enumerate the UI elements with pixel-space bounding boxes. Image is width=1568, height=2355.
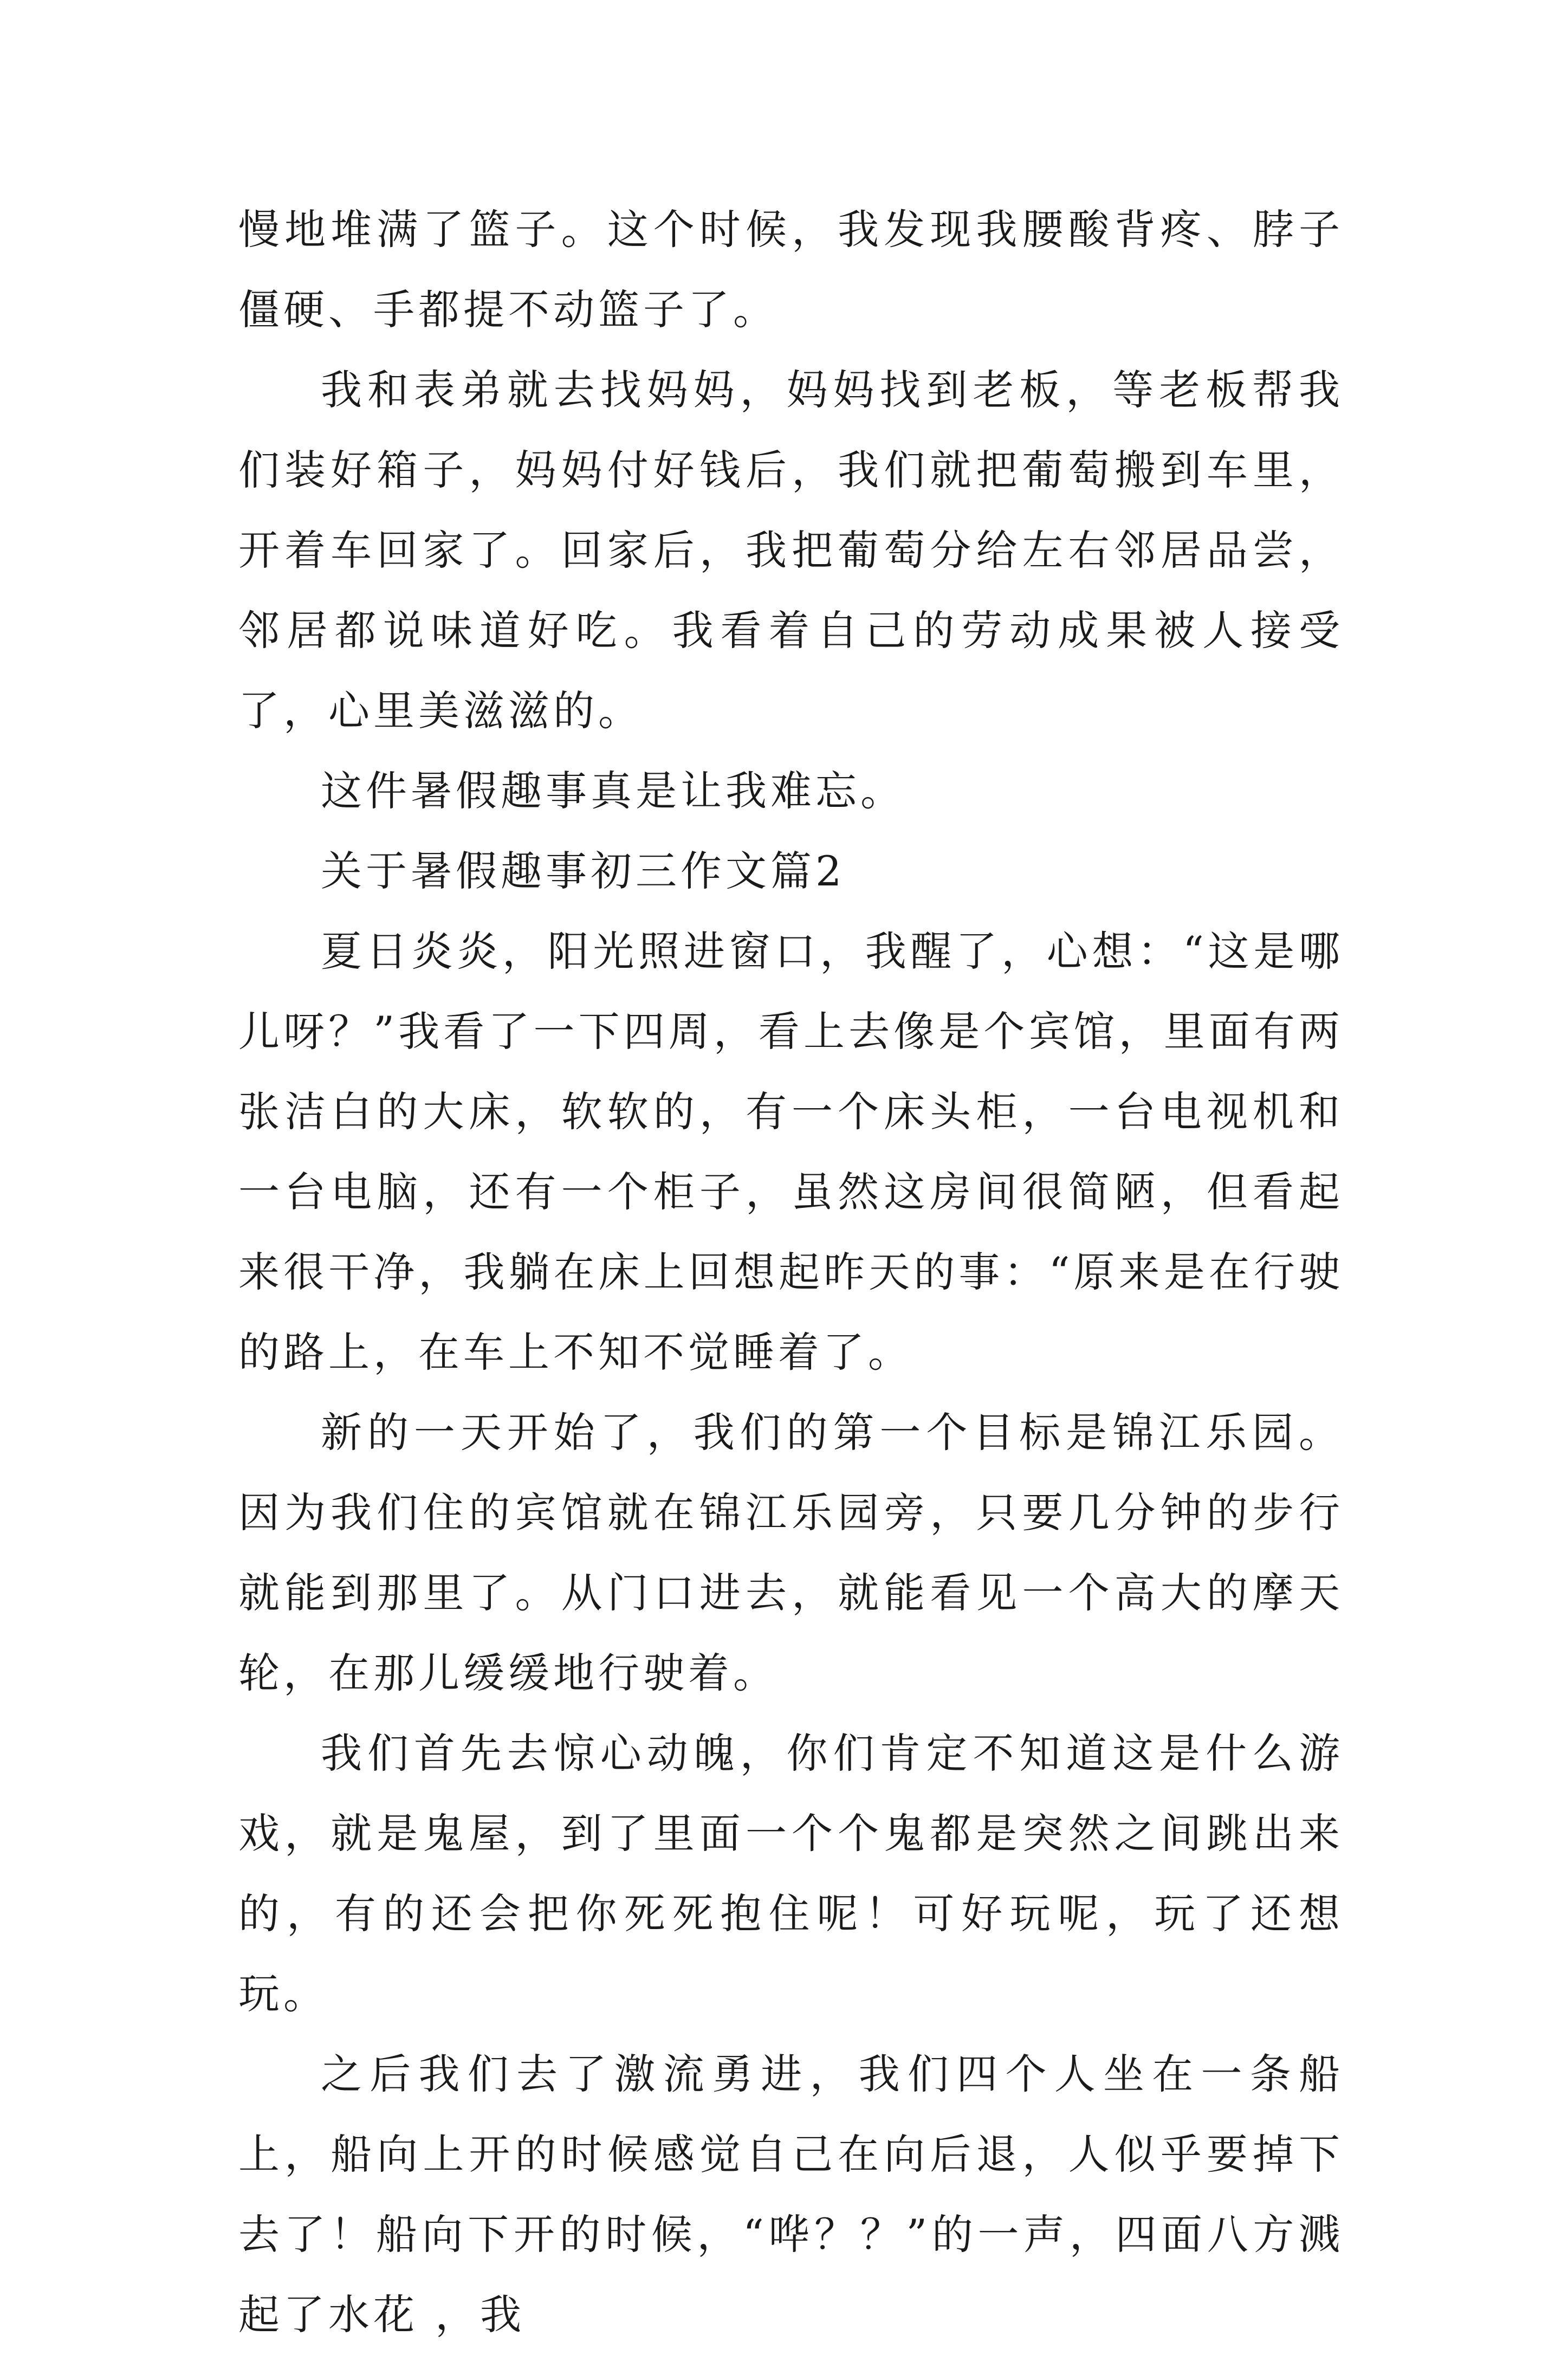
section-heading: 关于暑假趣事初三作文篇2 [321, 847, 846, 895]
paragraph: 我们首先去惊心动魄，你们肯定不知道这是什么游戏，就是鬼屋，到了里面一个个鬼都是突然之间跳出来的，有的还会把你死死抱住呢！可好玩呢，玩了还想玩。 [238, 1729, 1344, 2018]
paragraph: 新的一天开始了，我们的第一个目标是锦江乐园。因为我们住的宾馆就在锦江乐园旁，只要几分钟的步行就能到那里了。从门口进去，就能看见一个高大的摩天轮，在那儿缓缓地行驶着。 [238, 1408, 1344, 1697]
paragraph-continuation: 慢地堆满了篮子。这个时候，我发现我腰酸背疼、脖子僵硬、手都提不动篮子了。 [238, 205, 1344, 334]
article-body [238, 190, 1344, 2355]
paragraph: 之后我们去了激流勇进，我们四个人坐在一条船上，船向上开的时候感觉自己在向后退，人似乎要掉下去了！船向下开的时候，“哗？？”的一声，四面八方溅起了水花 ，我 [238, 2050, 1344, 2339]
paragraph: 这件暑假趣事真是让我难忘。 [321, 767, 905, 815]
paragraph: 夏日炎炎，阳光照进窗口，我醒了，心想：“这是哪儿呀？”我看了一下四周，看上去像是个宾馆，里面有两张洁白的大床，软软的，有一个床头柜，一台电视机和一台电脑，还有一个柜子，虽然这房间很简陋，但看起来很干净，我躺在床上回想起昨天的事：“原来是在行驶的路上，在车上不知不觉睡着了。 [238, 927, 1344, 1376]
paragraph: 我和表弟就去找妈妈，妈妈找到老板，等老板帮我们装好箱子，妈妈付好钱后，我们就把葡萄搬到车里，开着车回家了。回家后，我把葡萄分给左右邻居品尝，邻居都说味道好吃。我看着自己的劳动成果被人接受了，心里美滋滋的。 [238, 366, 1344, 735]
